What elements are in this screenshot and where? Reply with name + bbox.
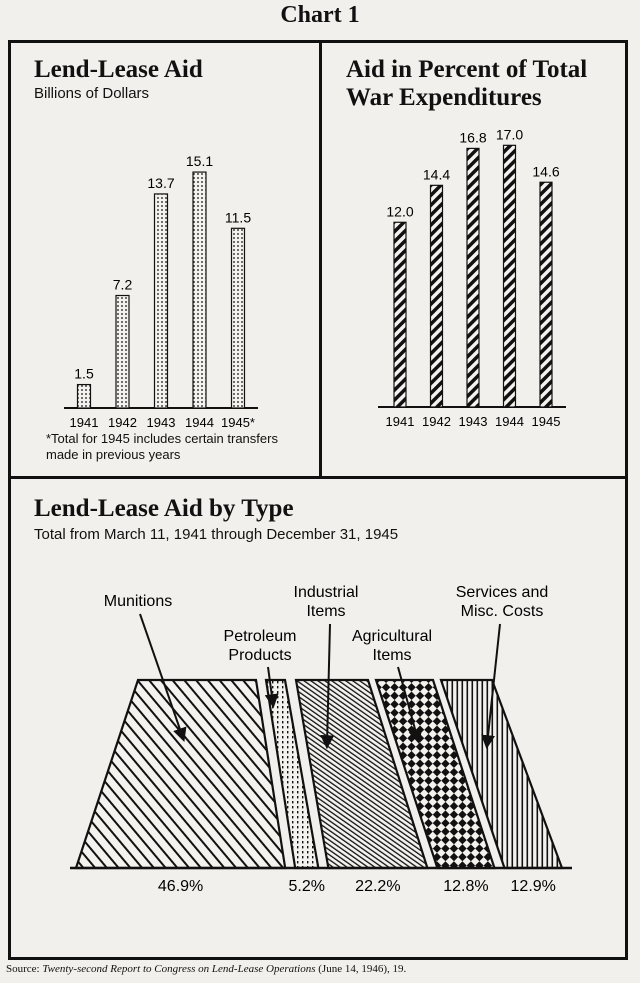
bar-1945*	[232, 228, 245, 408]
x-tick-label: 1943	[458, 414, 488, 429]
x-tick-label: 1944	[185, 415, 214, 430]
data-label: 14.4	[422, 166, 451, 183]
segment-percent-label: 22.2%	[355, 878, 401, 895]
page-title: Chart 1	[280, 2, 360, 28]
x-tick-label: 1942	[108, 415, 137, 430]
data-label: 16.8	[459, 129, 487, 146]
data-label: 12.0	[386, 203, 414, 220]
data-label: 14.6	[532, 163, 560, 180]
bar-1944	[193, 172, 206, 408]
x-tick-label: 1944	[495, 414, 524, 429]
bar-1941	[78, 385, 91, 408]
segment-name-label: Products	[228, 647, 292, 664]
bar-1943	[467, 148, 479, 407]
x-tick-label: 1941	[69, 415, 99, 430]
data-label: 17.0	[495, 126, 524, 143]
x-tick-label: 1942	[422, 414, 451, 429]
segment-name-label: Items	[372, 647, 412, 664]
x-tick-label: 1945*	[221, 415, 255, 430]
segment-munitions	[76, 680, 285, 868]
aid-chart-subtitle: Billions of Dollars	[34, 85, 150, 102]
bar-1945	[540, 182, 552, 407]
source-suffix: (June 14, 1946), 19.	[315, 963, 407, 975]
source-prefix: Source:	[6, 963, 43, 975]
bar-1944	[504, 145, 516, 407]
aid-chart-title: Lend-Lease Aid	[34, 56, 203, 83]
segment-name-label: Petroleum	[223, 628, 297, 645]
data-label: 7.2	[112, 276, 133, 293]
type-chart-subtitle: Total from March 11, 1941 through December 31, 1945	[34, 526, 399, 543]
data-label: 11.5	[224, 209, 252, 226]
segment-percent-label: 12.8%	[443, 878, 489, 895]
segment-name-label: Misc. Costs	[460, 603, 544, 620]
x-tick-label: 1943	[146, 415, 176, 430]
data-label: 1.5	[74, 365, 94, 382]
segment-name-label: Agricultural	[351, 628, 433, 645]
bar-1941	[394, 222, 406, 407]
segment-name-label: Munitions	[103, 593, 173, 610]
segment-percent-label: 46.9%	[157, 878, 204, 895]
x-tick-label: 1941	[385, 414, 415, 429]
aid-chart-footnote: *Total for 1945 includes certain transfers made in previous years	[46, 431, 278, 462]
segment-name-label: Items	[306, 603, 346, 620]
type-chart-title: Lend-Lease Aid by Type	[34, 495, 294, 522]
bar-1942	[431, 185, 443, 407]
data-label: 13.7	[147, 174, 175, 191]
source-title: Twenty-second Report to Congress on Lend-Lease Operations	[42, 963, 316, 975]
segment-name-label: Services and	[455, 584, 549, 601]
bar-1942	[116, 296, 129, 409]
bar-1943	[155, 194, 168, 408]
percent-chart-title: Aid in Percent of Total War Expenditures	[346, 56, 588, 111]
source-note	[6, 963, 406, 975]
segment-name-label: Industrial	[293, 584, 359, 601]
x-tick-label: 1945	[531, 414, 561, 429]
segment-percent-label: 5.2%	[288, 878, 326, 895]
data-label: 15.1	[185, 153, 214, 170]
segment-percent-label: 12.9%	[510, 878, 556, 895]
